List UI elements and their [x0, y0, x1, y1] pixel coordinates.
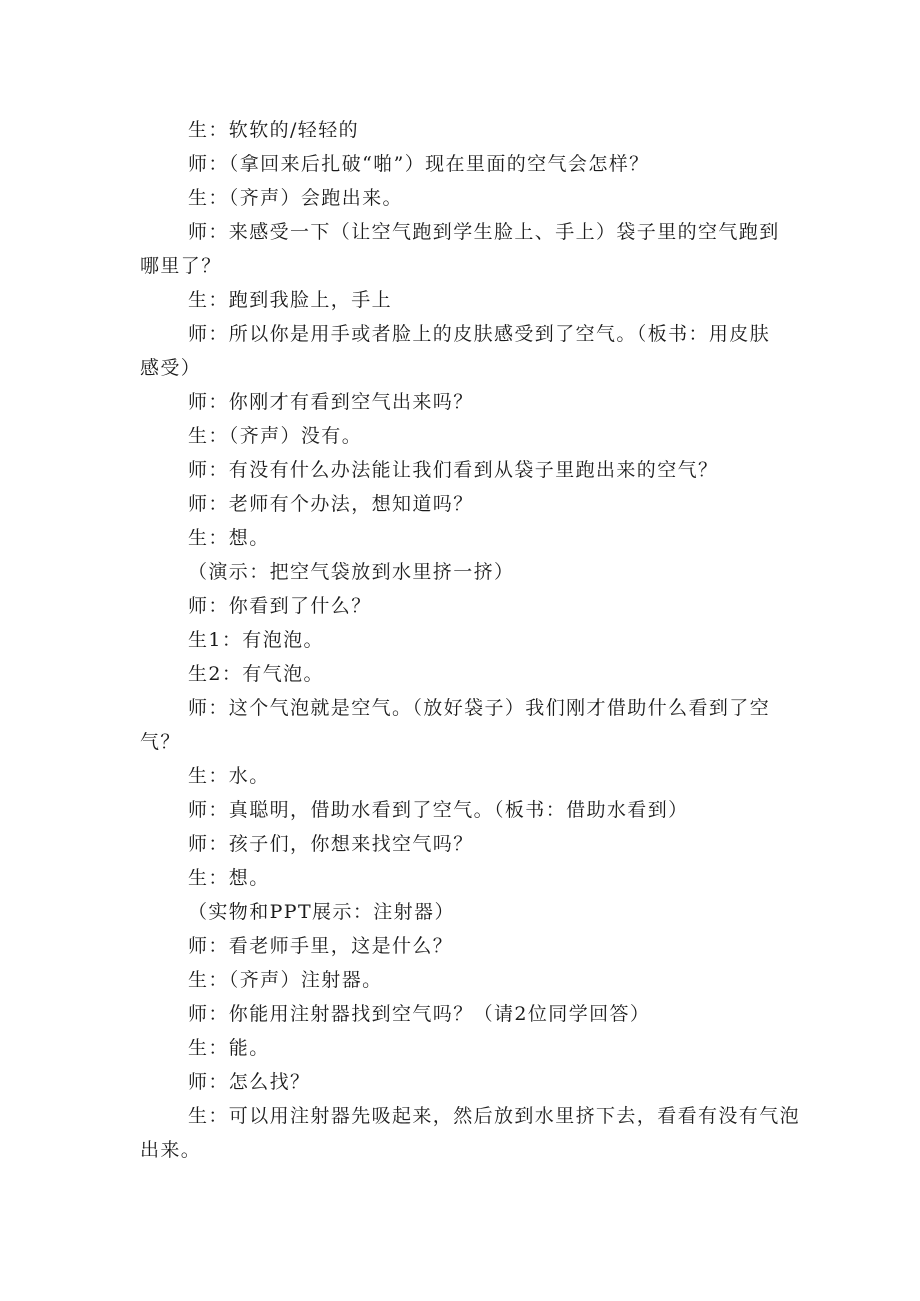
dialogue-line: 师：所以你是用手或者脸上的皮肤感受到了空气。（板书：用皮肤 — [188, 323, 771, 345]
stage-direction: （演示：把空气袋放到水里挤一挤） — [188, 561, 515, 583]
dialogue-line: 师：来感受一下（让空气跑到学生脸上、手上）袋子里的空气跑到 — [188, 221, 780, 243]
dialogue-line: 生：可以用注射器先吸起来，然后放到水里挤下去，看看有没有气泡 — [188, 1105, 801, 1127]
dialogue-line-continued: 哪里了？ — [140, 255, 222, 277]
dialogue-line: 生：（齐声）注射器。 — [188, 969, 383, 991]
dialogue-line-continued: 出来。 — [140, 1139, 202, 1161]
dialogue-line: 师：你刚才有看到空气出来吗？ — [188, 391, 474, 413]
dialogue-line: 师：怎么找？ — [188, 1071, 311, 1093]
dialogue-line: 师：你能用注射器找到空气吗？（请2位同学回答） — [188, 1003, 651, 1025]
dialogue-line: 师：（拿回来后扎破“啪”）现在里面的空气会怎样？ — [188, 153, 650, 175]
dialogue-line: 师：老师有个办法，想知道吗？ — [188, 493, 474, 515]
dialogue-line: 师：有没有什么办法能让我们看到从袋子里跑出来的空气？ — [188, 459, 719, 481]
dialogue-line: 师：你看到了什么？ — [188, 595, 372, 617]
dialogue-line: 生：（齐声）会跑出来。 — [188, 187, 403, 209]
dialogue-line: 生：（齐声）没有。 — [188, 425, 363, 447]
dialogue-line: 生：想。 — [188, 867, 270, 889]
dialogue-line-continued: 感受） — [140, 357, 202, 379]
dialogue-line: 生：想。 — [188, 527, 270, 549]
dialogue-line: 生1：有泡泡。 — [188, 629, 324, 651]
dialogue-line: 师：这个气泡就是空气。（放好袋子）我们刚才借助什么看到了空 — [188, 697, 771, 719]
dialogue-line: 生：软软的/轻轻的 — [188, 119, 360, 141]
dialogue-line: 生：跑到我脸上，手上 — [188, 289, 393, 311]
dialogue-line: 生：水。 — [188, 765, 270, 787]
dialogue-line: 师：真聪明，借助水看到了空气。（板书：借助水看到） — [188, 799, 689, 821]
dialogue-line-continued: 气？ — [140, 731, 181, 753]
stage-direction: （实物和PPT展示：注射器） — [188, 901, 455, 923]
dialogue-line: 生2：有气泡。 — [188, 663, 324, 685]
dialogue-line: 生：能。 — [188, 1037, 270, 1059]
dialogue-line: 师：孩子们，你想来找空气吗？ — [188, 833, 474, 855]
dialogue-line: 师：看老师手里，这是什么？ — [188, 935, 454, 957]
